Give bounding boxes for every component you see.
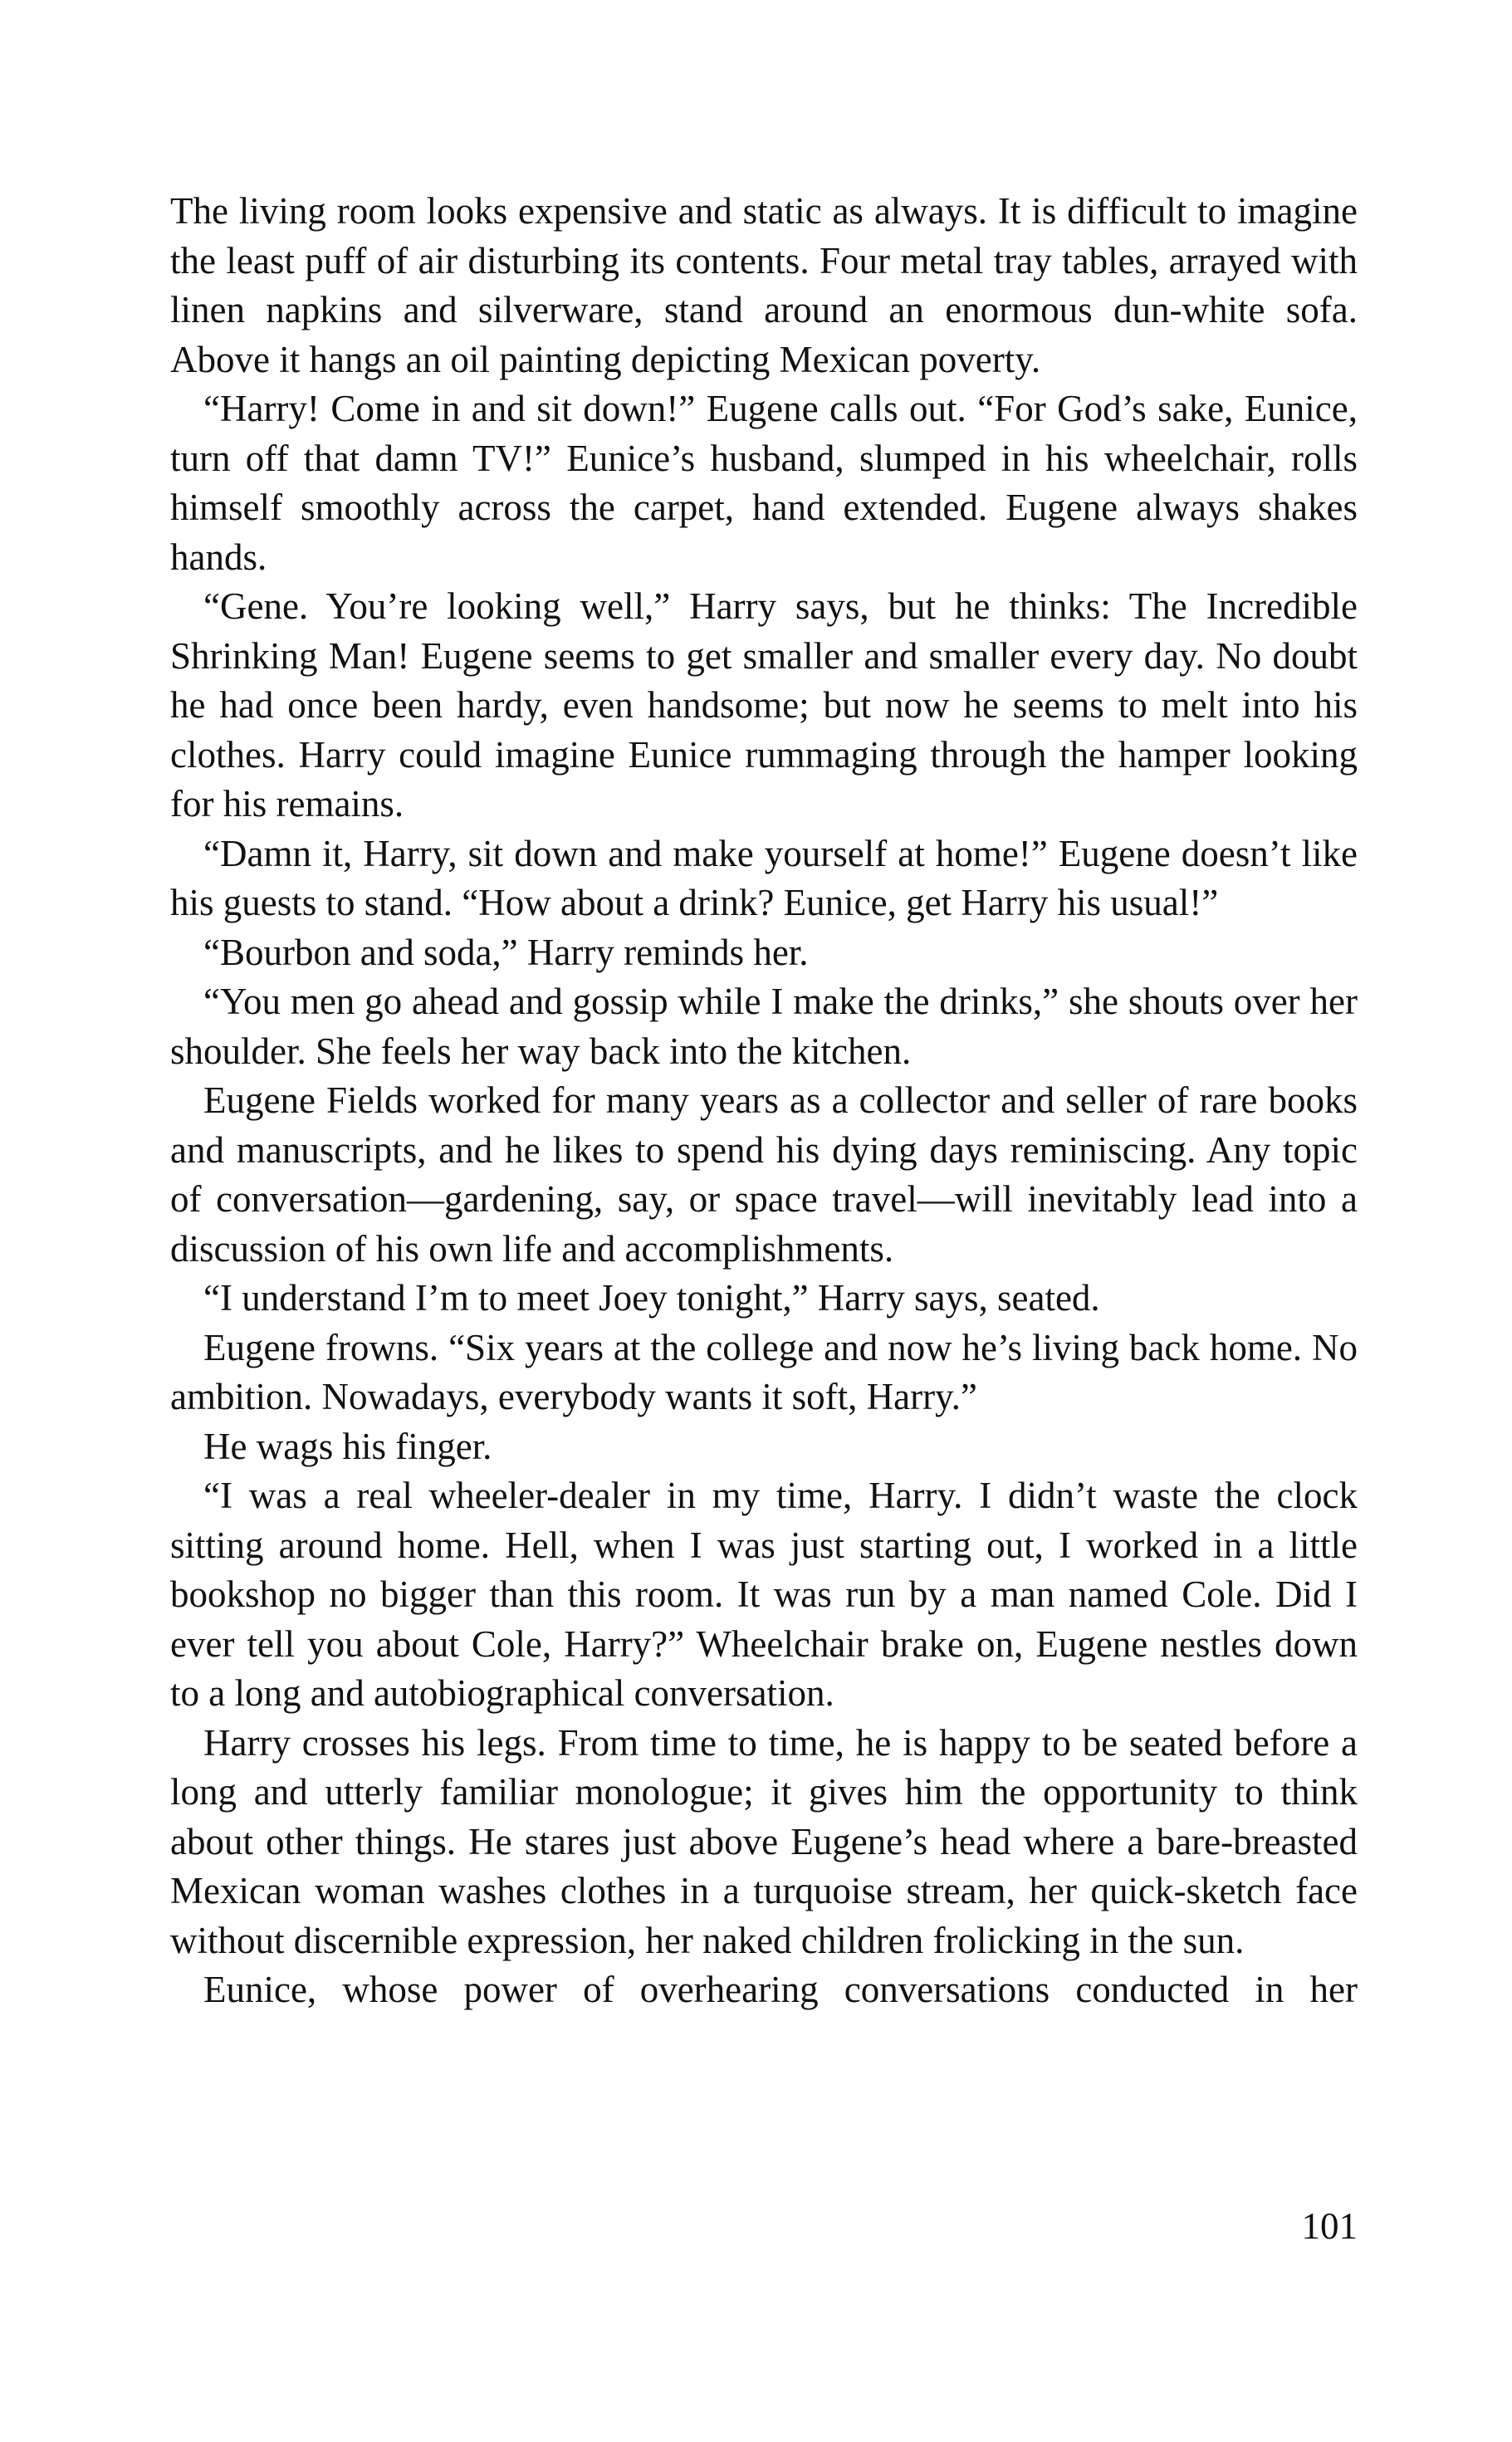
paragraph-7: Eugene Fields worked for many years as a collector and seller of rare books and manuscripts, and he likes to spend his dying days reminiscing. Any topic of conversation—gardening, say, or space travel—will inevitably lead into a discussion of his own life and accomplishments. <box>170 1079 1358 1270</box>
paragraph-11: “I was a real wheeler-dealer in my time, Harry. I didn’t waste the clock sitting around home. Hell, when I was just starting out, I worked in a little bookshop no bigger than this room. It was run by a man named Cole. Did I ever tell you about Cole, Harry?” Wheelchair brake on, Eugene nestles down to a long and autobiographical conversation. <box>170 1475 1358 1714</box>
paragraph-2: “Harry! Come in and sit down!” Eugene calls out. “For God’s sake, Eunice, turn off that damn TV!” Eunice’s husband, slumped in his wheelchair, rolls himself smoothly across the carpet, hand extended. Eugene always shakes hands. <box>170 388 1358 578</box>
paragraph-13: Eunice, whose power of overhearing conversations conducted in her <box>203 1969 1358 2010</box>
paragraph-3: “Gene. You’re looking well,” Harry says, but he thinks: The Incredible Shrinking Man! Eugene seems to get smaller and smaller every day. No doubt he had once been hardy, even handsome; but now he seems to melt into his clothes. Harry could imagine Eunice rummaging through the hamper looking for his remains. <box>170 585 1358 825</box>
paragraph-5: “Bourbon and soda,” Harry reminds her. <box>203 931 809 973</box>
paragraph-4: “Damn it, Harry, sit down and make yourself at home!” Eugene doesn’t like his guests to stand. “How about a drink? Eunice, get Harry his usual!” <box>170 832 1358 923</box>
paragraph-12: Harry crosses his legs. From time to time, he is happy to be seated before a long and utterly familiar monologue; it gives him the opportunity to think about other things. He stares just above Eugene’s head where a bare-breasted Mexican woman washes clothes in a turquoise stream, her quick-sketch face without discernible expression, her naked children frolicking in the sun. <box>170 1721 1358 1961</box>
paragraph-1: The living room looks expensive and static as always. It is difficult to imagine the least puff of air disturbing its contents. Four metal tray tables, arrayed with linen napkins and silverware, stand around an enormous dun-white sofa. Above it hangs an oil painting depicting Mexican poverty. <box>170 190 1358 380</box>
paragraph-10: He wags his finger. <box>203 1425 492 1467</box>
paragraph-9: Eugene frowns. “Six years at the college and now he’s living back home. No ambition. Nowadays, everybody wants it soft, Harry.” <box>170 1326 1358 1417</box>
paragraph-8: “I understand I’m to meet Joey tonight,” Harry says, seated. <box>203 1277 1100 1319</box>
page-number: 101 <box>1301 2205 1358 2247</box>
paragraph-6: “You men go ahead and gossip while I make the drinks,” she shouts over her shoulder. She feels her way back into the kitchen. <box>170 981 1358 1072</box>
body-text <box>170 187 1358 2015</box>
